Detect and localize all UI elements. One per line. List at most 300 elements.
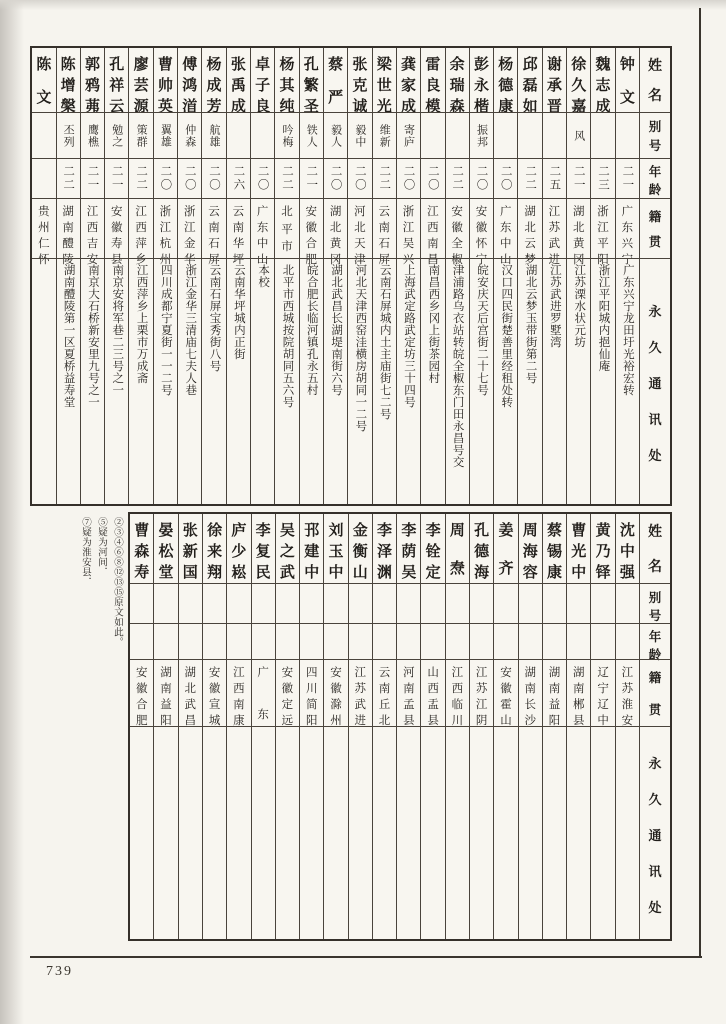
name-cell: 刘 玉 中	[328, 523, 344, 581]
name-cell: 张 克 诚	[352, 57, 368, 115]
roster-table-top	[30, 46, 672, 506]
native-cell: 江 西 临 川	[446, 659, 469, 726]
name-cell: 徐 来 翔	[207, 523, 223, 581]
age-cell	[275, 158, 298, 198]
alias-cell	[591, 583, 614, 623]
age-cell	[494, 623, 517, 659]
native-cell: 云 南 石 屏	[373, 198, 396, 258]
age-cell	[251, 158, 274, 198]
address-cell	[494, 726, 517, 939]
age-cell	[154, 623, 177, 659]
address-cell-text: 南昌西乡冈上街茶园村	[427, 264, 440, 384]
person-column	[590, 514, 614, 939]
alias-cell	[446, 112, 469, 158]
age-cell	[591, 158, 614, 198]
alias-cell	[324, 112, 347, 158]
name-cell: 李 泽 渊	[377, 523, 393, 581]
native-cell: 安 徽 怀 宁	[470, 198, 493, 258]
alias-cell	[519, 583, 542, 623]
native-cell: 湖 南 长 沙	[519, 659, 542, 726]
person-column	[615, 48, 639, 504]
age-cell	[446, 623, 469, 659]
address-cell-text: 湖北武昌长湖堤南街六号	[330, 264, 343, 396]
native-cell: 湖 南 益 阳	[154, 659, 177, 726]
alias-cell	[397, 112, 420, 158]
address-cell	[251, 258, 274, 504]
native-cell: 浙 江 金 华	[178, 198, 201, 258]
address-cell	[470, 258, 493, 504]
header-alias-cell: 别 号	[640, 112, 670, 158]
age-cell	[227, 158, 250, 198]
address-cell	[324, 258, 347, 504]
alias-cell	[591, 112, 614, 158]
alias-cell-text: 毅中	[353, 123, 366, 148]
name-cell: 李 铨 定	[425, 523, 441, 581]
address-cell	[202, 258, 225, 504]
alias-cell	[324, 583, 347, 623]
native-cell: 河 北 天 津	[348, 198, 371, 258]
native-cell: 江 西 南 康	[227, 659, 250, 726]
alias-cell	[251, 112, 274, 158]
age-cell-text: 二二	[378, 165, 391, 192]
native-cell: 安 徽 寿 县	[105, 198, 128, 258]
age-cell-text: 二二	[62, 165, 75, 192]
alias-cell-text: 鹰樵	[86, 123, 99, 148]
age-cell-text: 二〇	[329, 165, 342, 192]
header-address-cell: 永 久 通 讯 处	[640, 726, 670, 939]
name-cell: 张 禹 成	[230, 57, 246, 115]
person-column	[226, 514, 250, 939]
roster-table-bottom	[128, 512, 672, 941]
native-cell: 湖 南 郴 县	[567, 659, 590, 726]
person-column	[153, 48, 177, 504]
person-column	[566, 514, 590, 939]
address-cell	[373, 258, 396, 504]
address-cell	[154, 726, 177, 939]
name-cell: 孔 祥 云	[109, 57, 125, 115]
header-address-cell: 永 久 通 讯 处	[640, 258, 670, 504]
age-cell-text: 二一	[305, 165, 318, 192]
native-cell: 云 南 丘 北	[373, 659, 396, 726]
person-column	[201, 48, 225, 504]
address-cell-text: 北平市西城按院胡同五六号	[281, 264, 294, 408]
age-cell-text: 二二	[280, 165, 293, 192]
name-cell: 梁 世 光	[376, 57, 392, 115]
age-cell-text: 二二	[135, 165, 148, 192]
person-column	[153, 514, 177, 939]
person-column	[372, 48, 396, 504]
age-cell	[276, 623, 299, 659]
native-cell: 辽 宁 辽 中	[591, 659, 614, 726]
age-cell	[470, 158, 493, 198]
native-cell: 安 徽 合 肥	[130, 659, 153, 726]
person-column	[80, 48, 104, 504]
name-cell: 陈 增 槃	[60, 57, 76, 115]
alias-cell-text: 航雄	[208, 123, 221, 148]
age-cell	[519, 623, 542, 659]
alias-cell	[57, 112, 80, 158]
native-cell: 江 苏 淮 安	[616, 659, 639, 726]
person-column	[493, 48, 517, 504]
alias-cell	[421, 583, 444, 623]
name-cell: 蔡 严	[328, 57, 344, 106]
alias-cell	[567, 583, 590, 623]
name-cell: 李 荫 吴	[401, 523, 417, 581]
age-cell	[202, 158, 225, 198]
native-cell: 北 平 市	[275, 198, 298, 258]
scan-shadow-left	[0, 0, 24, 1024]
address-cell	[494, 258, 517, 504]
address-cell-text: 四川成都宁夏街一一二号	[159, 264, 172, 396]
name-cell: 曹 帅 英	[157, 57, 173, 115]
native-cell: 湖 北 云 梦	[518, 198, 541, 258]
address-cell	[227, 258, 250, 504]
alias-cell	[543, 583, 566, 623]
name-cell: 彭 永 楷	[473, 57, 489, 115]
alias-cell-text: 策群	[135, 123, 148, 148]
native-cell: 江 苏 武 进	[543, 198, 566, 258]
name-cell: 陈 文	[36, 57, 52, 106]
address-cell	[446, 726, 469, 939]
name-cell: 邘 建 中	[304, 523, 320, 581]
address-cell-text: 本校	[257, 264, 270, 288]
native-cell: 江 西 萍 乡	[129, 198, 152, 258]
header-name-cell: 姓 名	[648, 59, 662, 104]
name-cell: 李 复 民	[255, 523, 271, 581]
address-cell	[591, 258, 614, 504]
address-cell-text: 南京安将军巷二三号之一	[111, 264, 124, 396]
alias-cell-text: 勉之	[110, 123, 123, 148]
alias-cell	[202, 112, 225, 158]
address-cell	[470, 726, 493, 939]
native-cell: 浙 江 杭 州	[154, 198, 177, 258]
age-cell-text: 二〇	[475, 165, 488, 192]
name-cell: 杨 成 芳	[206, 57, 222, 115]
alias-cell-text: 毅人	[329, 123, 342, 148]
age-cell	[470, 623, 493, 659]
person-column	[445, 48, 469, 504]
person-column	[226, 48, 250, 504]
name-cell: 杨 德 康	[498, 57, 514, 115]
person-column	[299, 48, 323, 504]
name-cell: 张 新 国	[182, 523, 198, 581]
age-cell-text: 二〇	[256, 165, 269, 192]
age-cell-text: 二〇	[353, 165, 366, 192]
header-alias-cell: 别 号	[640, 583, 670, 623]
age-cell	[203, 623, 226, 659]
alias-cell	[179, 583, 202, 623]
native-cell: 云 南 石 屏	[202, 198, 225, 258]
address-cell	[179, 726, 202, 939]
alias-cell	[276, 583, 299, 623]
alias-cell-text: 吟梅	[280, 123, 293, 148]
person-column	[251, 514, 275, 939]
alias-cell	[494, 112, 517, 158]
age-cell	[543, 158, 566, 198]
alias-cell-text: 风	[572, 129, 585, 142]
alias-cell-text: 丕列	[62, 123, 75, 148]
native-cell: 安 徽 合 肥	[300, 198, 323, 258]
native-cell: 广 东 中 山	[251, 198, 274, 258]
name-cell: 晏 松 堂	[158, 523, 174, 581]
alias-cell	[518, 112, 541, 158]
age-cell	[324, 623, 347, 659]
alias-cell-text: 振邦	[475, 123, 488, 148]
person-column	[615, 514, 639, 939]
person-column	[275, 514, 299, 939]
age-cell	[324, 158, 347, 198]
name-cell: 姜 齐	[498, 523, 514, 577]
alias-cell	[397, 583, 420, 623]
age-cell-text: 二二	[524, 165, 537, 192]
name-cell: 傅 鸿 渞	[182, 57, 198, 115]
address-cell-text: 汉口四民街楚善里经租处转	[500, 264, 513, 408]
address-cell-text: 上海武定路武定坊三十四号	[403, 264, 416, 408]
person-column	[202, 514, 226, 939]
person-column	[348, 514, 372, 939]
age-cell	[494, 158, 517, 198]
age-cell	[421, 158, 444, 198]
age-cell-text: 二五	[548, 165, 561, 192]
age-cell	[397, 158, 420, 198]
header-name-cell: 姓 名	[648, 525, 662, 575]
native-cell: 山 西 盂 县	[421, 659, 444, 726]
address-cell-text: 皖安庆天后宫街二十七号	[475, 264, 488, 396]
age-cell-text: 二二	[451, 165, 464, 192]
address-cell	[252, 726, 275, 939]
age-cell	[227, 623, 250, 659]
address-cell-text: 浙江金华三清庙七夫人巷	[184, 264, 197, 396]
age-cell	[543, 623, 566, 659]
age-cell	[154, 158, 177, 198]
age-cell	[348, 158, 371, 198]
address-cell	[32, 258, 55, 504]
person-column	[347, 48, 371, 504]
address-cell	[397, 726, 420, 939]
age-cell-text: 二〇	[208, 165, 221, 192]
address-cell-text: 津浦路乌衣站转皖全椒东门田永昌号交	[451, 264, 464, 468]
alias-cell	[470, 583, 493, 623]
name-cell: 徐 久 嘉	[571, 57, 587, 115]
person-column	[542, 514, 566, 939]
address-cell	[276, 726, 299, 939]
age-cell	[591, 623, 614, 659]
person-column	[590, 48, 614, 504]
address-cell	[300, 726, 323, 939]
person-column	[396, 48, 420, 504]
name-cell: 曹 森 寿	[134, 523, 150, 581]
person-column	[396, 514, 420, 939]
address-cell-text: 湖南醴陵第一区夏桥益寿堂	[62, 264, 75, 408]
address-cell	[616, 258, 639, 504]
note-line: ⑤疑为河间．	[96, 517, 106, 577]
alias-cell	[373, 583, 396, 623]
name-cell: 庐 少 崧	[231, 523, 247, 581]
address-cell	[81, 258, 104, 504]
age-cell-text: 二〇	[402, 165, 415, 192]
native-cell: 广 东 兴 宁	[616, 198, 639, 258]
address-cell-text: 南京大石桥新安里九号之一	[86, 264, 99, 408]
alias-cell	[543, 112, 566, 158]
name-cell: 周 海 容	[522, 523, 538, 581]
address-cell	[591, 726, 614, 939]
address-cell	[154, 258, 177, 504]
age-cell	[178, 158, 201, 198]
person-column	[128, 48, 152, 504]
header-column	[639, 48, 670, 504]
header-native-cell: 籍 贯	[640, 659, 670, 726]
address-cell	[57, 258, 80, 504]
age-cell	[567, 158, 590, 198]
name-cell: 龚 家 成	[401, 57, 417, 115]
age-cell	[446, 158, 469, 198]
age-cell	[57, 158, 80, 198]
alias-cell	[421, 112, 444, 158]
alias-cell	[129, 112, 152, 158]
age-cell	[518, 158, 541, 198]
person-column	[566, 48, 590, 504]
address-cell-text: 云南石屏城内土主庙街七二号	[378, 264, 391, 420]
age-cell	[252, 623, 275, 659]
address-cell-text: 云南石屏宝秀街八号	[208, 264, 221, 372]
alias-cell	[178, 112, 201, 158]
age-cell	[397, 623, 420, 659]
header-age-cell: 年 龄	[640, 158, 670, 198]
name-cell: 廖 芸 源	[133, 57, 149, 115]
native-cell: 河 南 孟 县	[397, 659, 420, 726]
alias-cell	[227, 112, 250, 158]
age-cell	[179, 623, 202, 659]
address-cell-text: 皖合肥长临河镇孔永五村	[305, 264, 318, 396]
alias-cell-text: 翼雄	[159, 123, 172, 148]
name-cell: 邱 磊 如	[522, 57, 538, 115]
address-cell-text: 江西萍乡上栗市万成斋	[135, 264, 148, 384]
native-cell: 安 徽 全 椒	[446, 198, 469, 258]
age-cell	[105, 158, 128, 198]
age-cell	[81, 158, 104, 198]
person-column	[493, 514, 517, 939]
native-cell: 安 徽 宣 城	[203, 659, 226, 726]
address-cell-text: 河北天津西窑洼横房胡同一二号	[354, 264, 367, 432]
age-cell	[616, 158, 639, 198]
name-cell: 雷 良 模	[425, 57, 441, 115]
age-cell	[567, 623, 590, 659]
name-cell: 黄 乃 铎	[595, 523, 611, 581]
name-cell: 沈 中 强	[619, 523, 635, 581]
age-cell-text: 二一	[86, 165, 99, 192]
alias-cell	[81, 112, 104, 158]
alias-cell	[494, 583, 517, 623]
address-cell	[567, 258, 590, 504]
note-line: ②③④⑥⑧⑫⑬⑮原文如此。	[112, 517, 122, 647]
person-column	[469, 48, 493, 504]
address-cell-text: 云南华坪城内正街	[232, 264, 245, 360]
address-cell	[129, 258, 152, 504]
age-cell-text: 二〇	[183, 165, 196, 192]
page-right-rule	[699, 8, 701, 958]
alias-cell-text: 铁人	[305, 123, 318, 148]
address-cell	[275, 258, 298, 504]
name-cell: 钟 文	[619, 57, 635, 106]
address-cell	[130, 726, 153, 939]
native-cell: 江 苏 江 阴	[470, 659, 493, 726]
native-cell: 广 东	[252, 659, 275, 726]
alias-cell	[154, 112, 177, 158]
age-cell	[32, 158, 55, 198]
person-column	[56, 48, 80, 504]
age-cell-text: 二三	[597, 165, 610, 192]
address-cell	[567, 726, 590, 939]
age-cell	[373, 158, 396, 198]
native-cell: 广 东 中 山	[494, 198, 517, 258]
alias-cell	[252, 583, 275, 623]
age-cell	[373, 623, 396, 659]
address-cell-text: 湖北云梦玉带街第二号	[524, 264, 537, 384]
native-cell: 湖 北 黄 冈	[324, 198, 347, 258]
alias-cell	[470, 112, 493, 158]
name-cell: 曹 光 中	[571, 523, 587, 581]
alias-cell	[32, 112, 55, 158]
alias-cell	[227, 583, 250, 623]
person-column	[32, 48, 55, 504]
alias-cell	[275, 112, 298, 158]
person-column	[542, 48, 566, 504]
alias-cell	[567, 112, 590, 158]
alias-cell	[300, 112, 323, 158]
person-column	[177, 48, 201, 504]
native-cell: 江 苏 武 进	[349, 659, 372, 726]
age-cell	[421, 623, 444, 659]
name-cell: 孔 德 海	[474, 523, 490, 581]
address-cell	[421, 726, 444, 939]
header-age-cell: 年 龄	[640, 623, 670, 659]
person-column	[323, 514, 347, 939]
name-cell: 郭 鸦 茀	[84, 57, 100, 115]
age-cell	[616, 623, 639, 659]
address-cell-text: 广东兴宁龙田圩光裕宏转	[621, 264, 634, 396]
alias-cell	[348, 112, 371, 158]
alias-cell	[130, 583, 153, 623]
age-cell-text: 二六	[232, 165, 245, 192]
age-cell-text: 二〇	[426, 165, 439, 192]
address-cell	[324, 726, 347, 939]
address-cell	[421, 258, 444, 504]
age-cell-text: 二一	[110, 165, 123, 192]
age-cell	[129, 158, 152, 198]
person-column	[372, 514, 396, 939]
alias-cell	[300, 583, 323, 623]
alias-cell	[105, 112, 128, 158]
name-cell: 魏 志 成	[595, 57, 611, 115]
address-cell	[446, 258, 469, 504]
alias-cell	[616, 583, 639, 623]
alias-cell	[349, 583, 372, 623]
name-cell: 蔡 锡 康	[547, 523, 563, 581]
person-column	[323, 48, 347, 504]
name-cell: 周 焘	[449, 523, 465, 577]
age-cell-text: 二一	[572, 165, 585, 192]
person-column	[445, 514, 469, 939]
page-number: 739	[46, 964, 73, 979]
alias-cell	[616, 112, 639, 158]
person-column	[178, 514, 202, 939]
address-cell	[348, 258, 371, 504]
address-cell	[105, 258, 128, 504]
native-cell: 江 西 南 昌	[421, 198, 444, 258]
person-column	[130, 514, 153, 939]
header-native-cell: 籍 贯	[640, 198, 670, 258]
native-cell: 江 西 吉 安	[81, 198, 104, 258]
